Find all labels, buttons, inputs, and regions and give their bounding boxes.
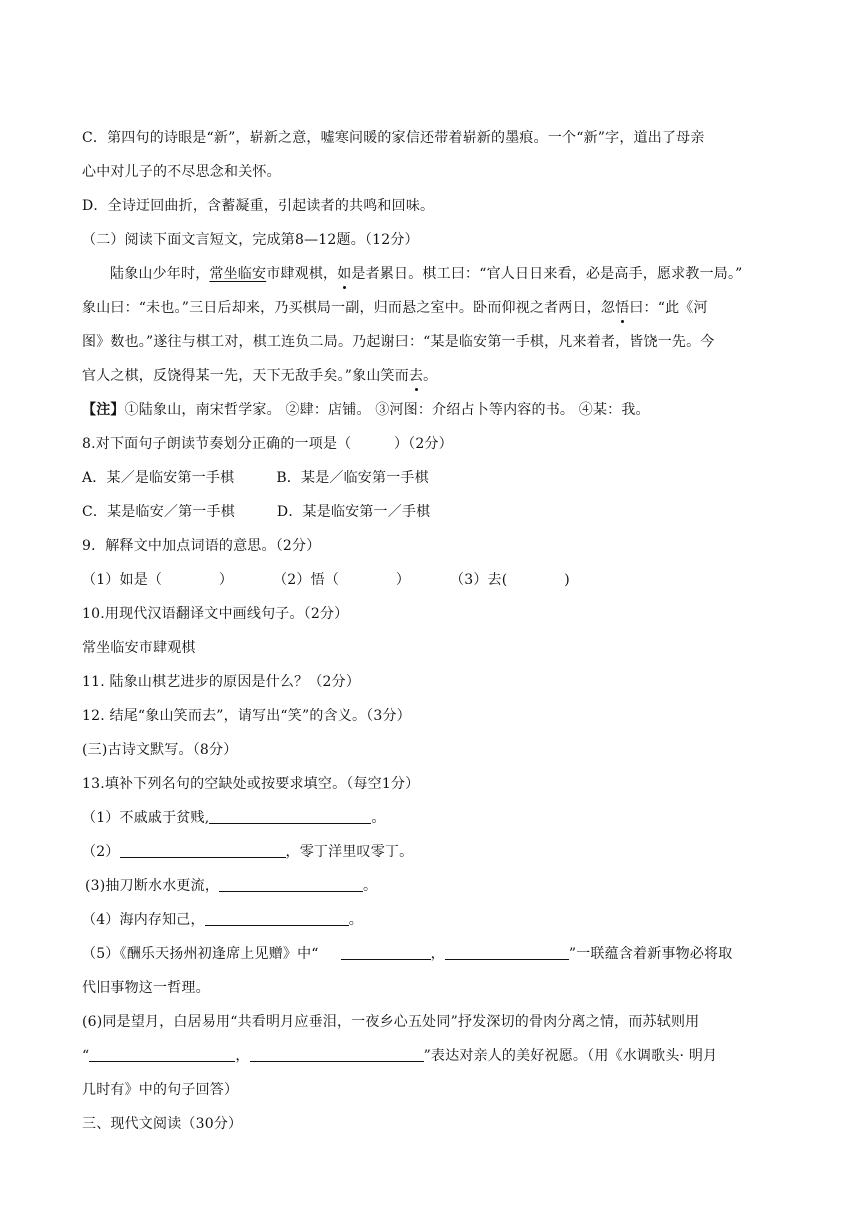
section-2-heading: （二）阅读下面文言短文，完成第8—12题。（12分） [82, 232, 419, 248]
fill-item-1 [82, 808, 860, 828]
fill-text: “ [82, 1048, 90, 1064]
fill-text: ， [235, 1048, 250, 1064]
fill-item-6-line-2 [82, 1046, 860, 1066]
option-c: C．某是临安／第一手棋 [82, 504, 235, 520]
answer-blank[interactable] [209, 809, 371, 824]
option-d: D．某是临安第一／手棋 [276, 504, 431, 520]
underlined-sentence: 常坐临安 [209, 266, 267, 282]
question-8: 8.对下面句子朗读节奏划分正确的一项是（ ）（2分） [82, 436, 453, 452]
passage-text: 陆象山少年时， [110, 266, 210, 282]
fill-item-6-line-1: (6)同是望月，白居易用“共看明月应垂泪，一夜乡心五处同”抒发深切的骨肉分离之情，而苏轼则用 [82, 1014, 700, 1030]
question-9: 9．解释文中加点词语的意思。（2分） [82, 538, 321, 554]
fill-text: 。 [348, 912, 363, 928]
fill-text: 。 [363, 878, 378, 894]
fill-item-4 [82, 910, 860, 930]
question-9-items [82, 570, 860, 590]
answer-blank[interactable] [89, 1047, 235, 1062]
option-c-line-2: 心中对儿子的不尽思念和关怀。 [82, 164, 281, 180]
passage-line-1 [110, 264, 860, 284]
answer-blank[interactable] [250, 1047, 424, 1062]
fill-text: ”一联蕴含着新事物必将取 [568, 946, 733, 962]
passage-line-3: 图》数也。”遂往与棋工对，棋工连负二局。乃起谢曰：“某是临安第一手棋，凡来着者，皆饶一先。今 [82, 334, 715, 350]
fill-text: ， [430, 946, 445, 962]
q9-item-1: （1）如是（ ） [82, 572, 234, 588]
passage-text: 是 [351, 266, 366, 282]
dotted-word-qu: 去 [408, 368, 424, 384]
fill-text: 。 [371, 810, 386, 826]
fill-text: ，零丁洋里叹零丁。 [285, 844, 414, 860]
q9-item-2: （2）悟（ ） [273, 572, 411, 588]
fill-text: (3)抽刀断水水更流， [85, 878, 220, 894]
fill-text: （1）不戚戚于贫贱, [82, 810, 210, 826]
fill-text: （5）《酬乐天扬州初逢席上见赠》中“ [82, 946, 319, 962]
part-3-heading: 三、现代文阅读（30分） [82, 1116, 243, 1132]
option-a: A．某／是临安第一手棋 [82, 470, 235, 486]
dotted-word-wu: 悟 [615, 300, 630, 316]
passage-text: 。 [423, 368, 438, 384]
question-13: 13.填补下列名句的空缺处或按要求填空。（每空1分） [82, 776, 420, 792]
question-8-options-ab [82, 468, 860, 488]
answer-blank[interactable] [219, 877, 363, 892]
question-12: 12. 结尾“象山笑而去”，请写出“笑”的含义。（3分） [82, 708, 411, 724]
fill-item-3 [85, 876, 860, 896]
fill-text: （2） [82, 844, 120, 860]
question-8-options-cd [82, 502, 860, 522]
annotation-note [82, 400, 860, 420]
option-b: B．某是／临安第一手棋 [276, 470, 429, 486]
passage-text: 者累日。棋工曰：“官人日日来看，必是高手，愿求教一局。” [365, 266, 743, 282]
passage-text: 象山曰：“未也。”三日后却来，乃买棋局一副，归而悬之室中。卧而仰视之者两日，忽 [82, 300, 616, 316]
answer-blank[interactable] [205, 911, 349, 926]
fill-item-5-line-2: 代旧事物这一哲理。 [82, 980, 210, 996]
option-c-line-1: C．第四句的诗眼是“新”，崭新之意，嘘寒问暖的家信还带着崭新的墨痕。一个“新”字，道出了母亲 [82, 130, 705, 146]
passage-text: 市肆观棋， [266, 266, 338, 282]
passage-line-4 [82, 366, 860, 386]
question-11: 11. 陆象山棋艺进步的原因是什么？（2分） [82, 674, 361, 690]
note-body: ①陆象山，南宋哲学家。 ②肆：店铺。 ③河图：介绍占卜等内容的书。 ④某：我。 [124, 402, 650, 418]
answer-blank[interactable] [120, 843, 286, 858]
passage-line-2 [82, 298, 860, 318]
answer-blank[interactable] [445, 945, 569, 960]
passage-text: 曰：“此《河 [629, 300, 708, 316]
fill-item-2 [82, 842, 860, 862]
answer-blank[interactable] [341, 945, 431, 960]
fill-text: （4）海内存知己， [82, 912, 205, 928]
fill-item-5-line-1 [82, 944, 860, 964]
question-10: 10.用现代汉语翻译文中画线句子。（2分） [82, 606, 349, 622]
fill-text: ”表达对亲人的美好祝愿。（用《水调歌头· 明月 [423, 1048, 718, 1064]
section-3-heading: (三)古诗文默写。（8分） [82, 742, 238, 758]
dotted-word-ru: 如 [337, 266, 352, 282]
option-d: D．全诗迂回曲折，含蓄凝重，引起读者的共鸣和回味。 [82, 198, 435, 214]
q9-item-3: （3）去( ) [450, 572, 570, 588]
passage-text: 官人之棋，反饶得某一先，天下无敌手矣。”象山笑而 [82, 368, 409, 384]
note-label: 【注】 [82, 402, 125, 418]
question-10-sentence: 常坐临安市肆观棋 [82, 640, 196, 656]
fill-item-6-line-3: 几时有》中的句子回答） [82, 1082, 239, 1098]
